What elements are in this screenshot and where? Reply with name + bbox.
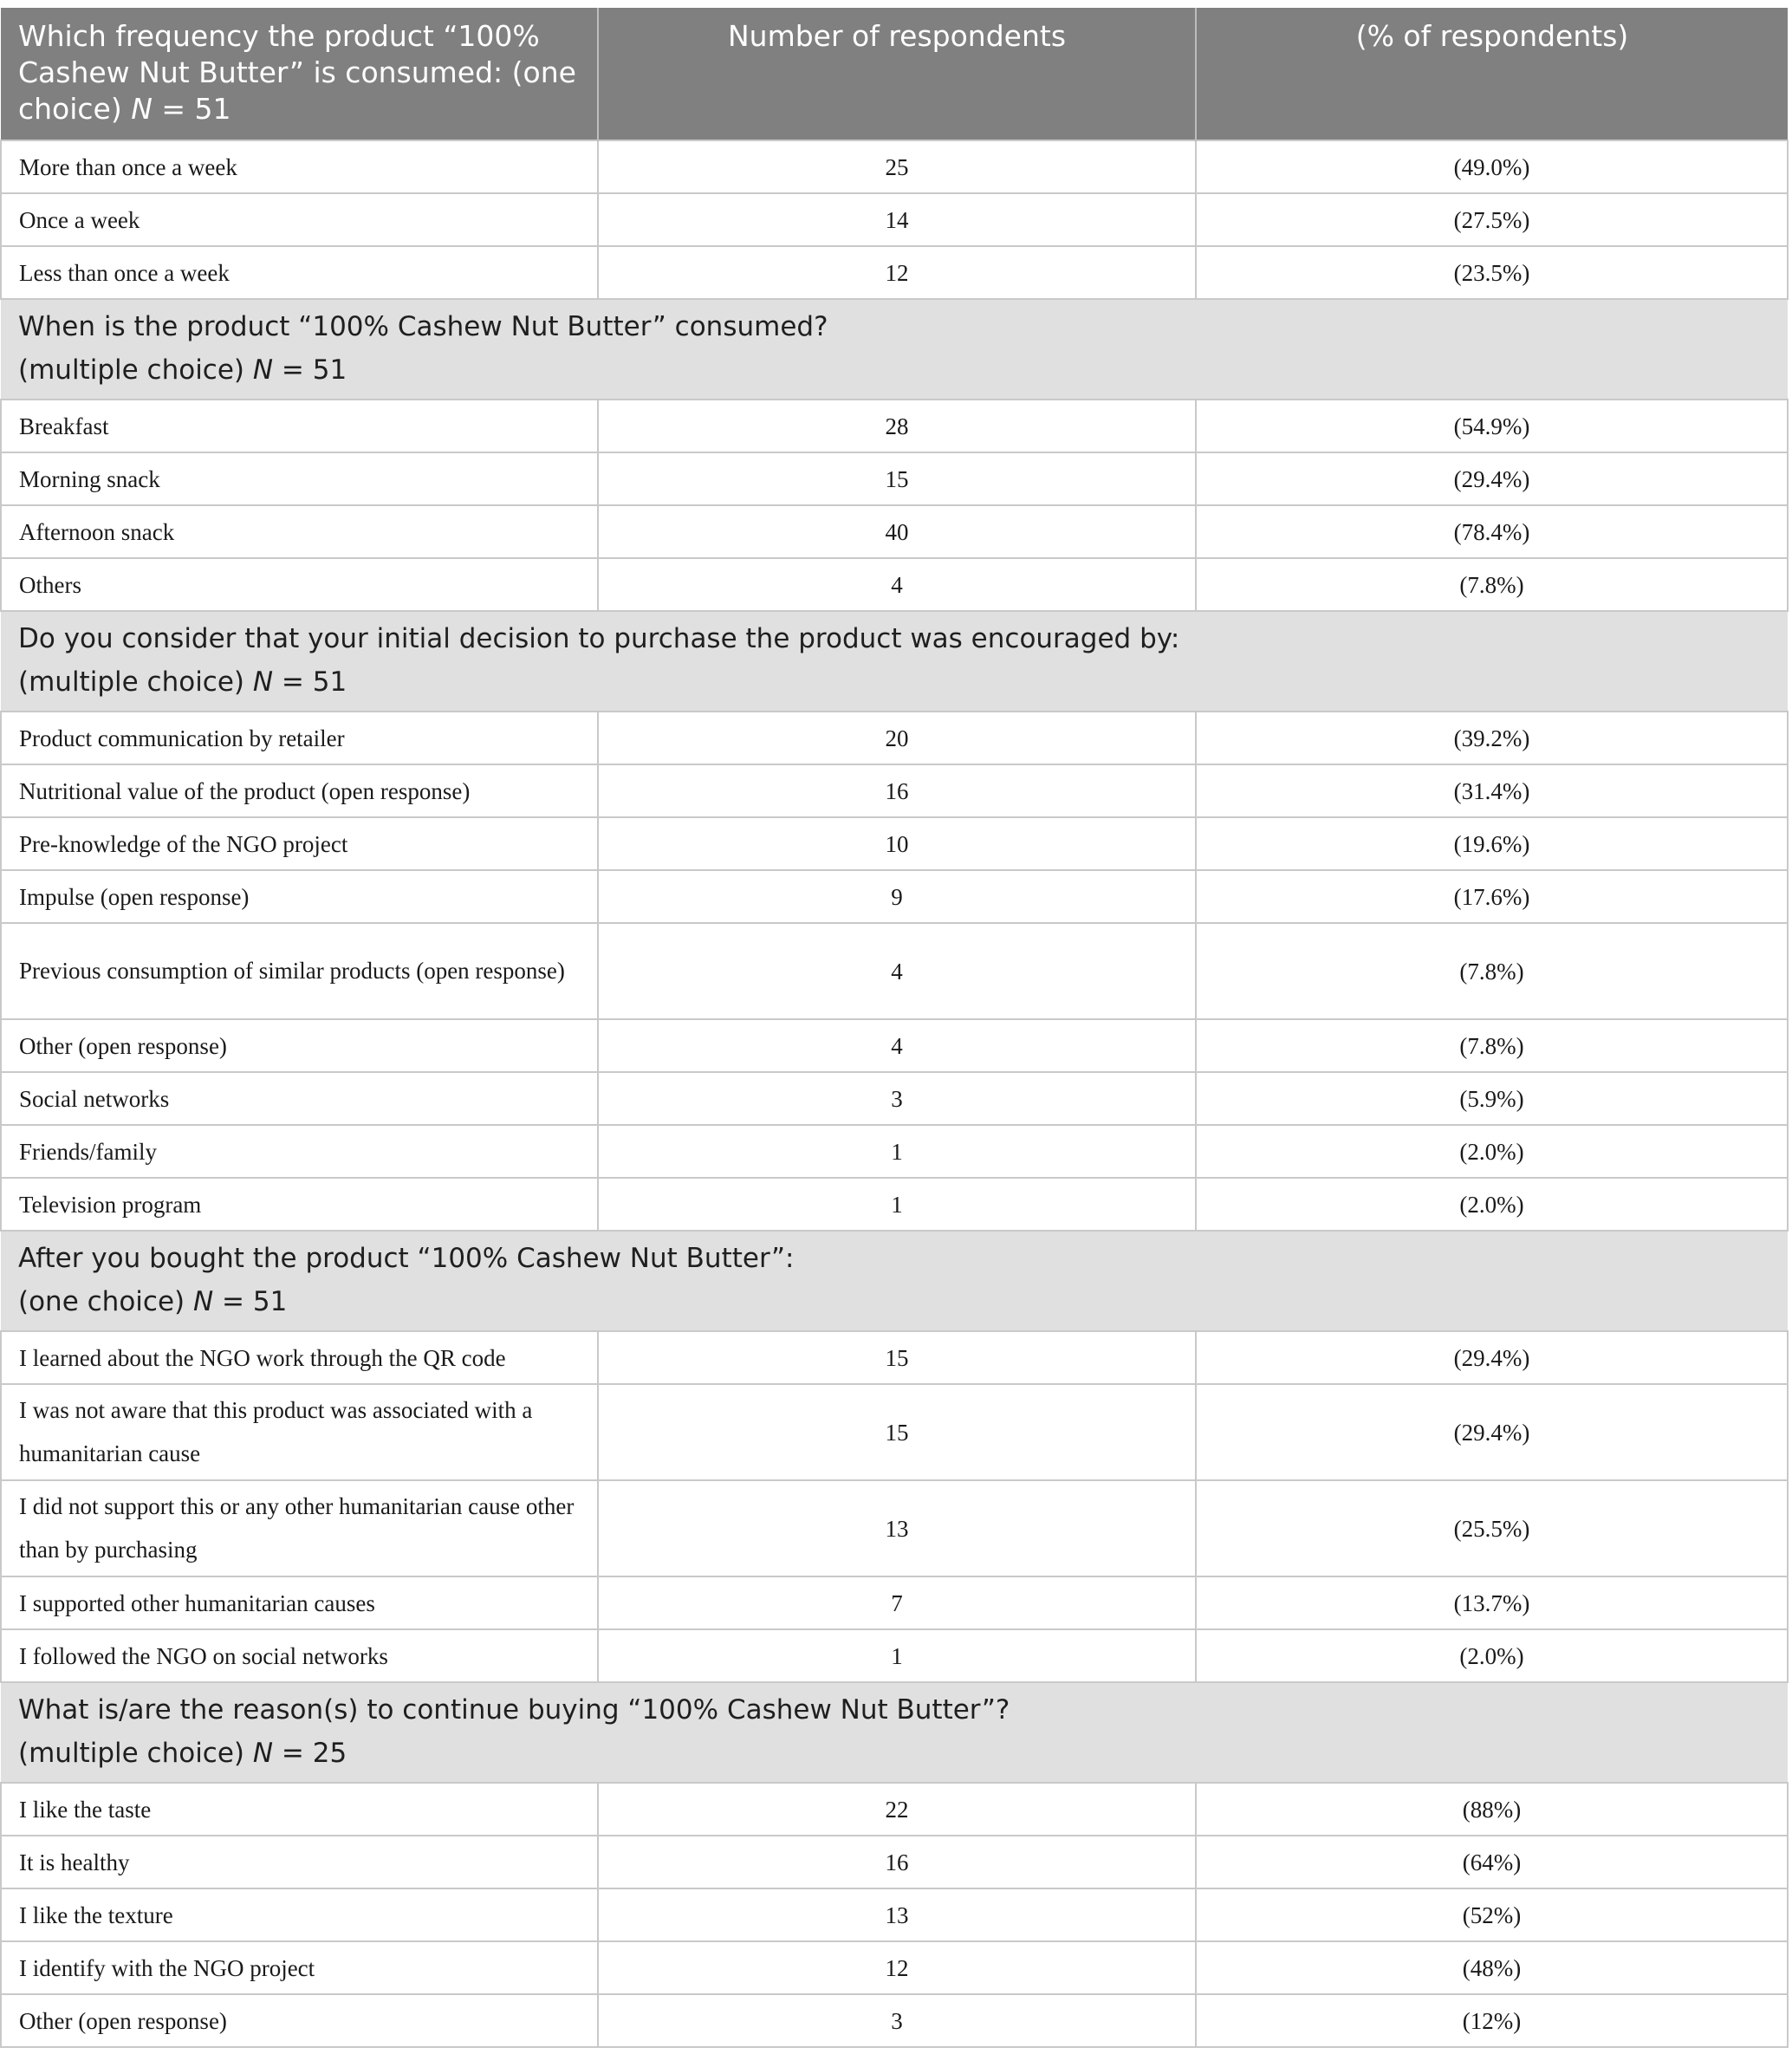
row-percent: (52%) bbox=[1196, 1888, 1788, 1941]
row-count: 1 bbox=[598, 1178, 1196, 1231]
row-label: Impulse (open response) bbox=[1, 870, 598, 923]
section-title: Do you consider that your initial decision to purchase the product was encouraged by: bbox=[18, 623, 1180, 654]
row-label: More than once a week bbox=[1, 140, 598, 193]
table-row bbox=[1, 764, 1788, 817]
section-question bbox=[1, 1231, 1788, 1331]
row-percent: (12%) bbox=[1196, 1994, 1788, 2047]
row-count: 14 bbox=[598, 193, 1196, 246]
section-choice-type: (multiple choice) bbox=[18, 666, 253, 698]
row-label: I like the taste bbox=[1, 1783, 598, 1836]
row-percent: (7.8%) bbox=[1196, 558, 1788, 611]
row-percent: (17.6%) bbox=[1196, 870, 1788, 923]
section-n-value: = 51 bbox=[213, 1286, 288, 1317]
section-question bbox=[1, 611, 1788, 712]
table-body bbox=[1, 140, 1788, 2047]
table-row bbox=[1, 1178, 1788, 1231]
row-count: 3 bbox=[598, 1072, 1196, 1125]
row-percent: (31.4%) bbox=[1196, 764, 1788, 817]
survey-table-container bbox=[0, 8, 1787, 2048]
header-percent: (% of respondents) bbox=[1196, 8, 1788, 140]
table-row bbox=[1, 1783, 1788, 1836]
table-row bbox=[1, 400, 1788, 452]
section-header-row bbox=[1, 1231, 1788, 1331]
row-label: I identify with the NGO project bbox=[1, 1941, 598, 1994]
row-count: 20 bbox=[598, 712, 1196, 764]
row-count: 22 bbox=[598, 1783, 1196, 1836]
table-row bbox=[1, 1629, 1788, 1682]
section-subtitle bbox=[18, 1732, 1770, 1775]
header-row bbox=[1, 8, 1788, 140]
section-header-row bbox=[1, 299, 1788, 400]
section-choice-type: (one choice) bbox=[18, 1286, 193, 1317]
header-count: Number of respondents bbox=[598, 8, 1196, 140]
row-count: 15 bbox=[598, 1331, 1196, 1384]
section-n-value: = 25 bbox=[273, 1738, 347, 1769]
row-count: 16 bbox=[598, 1836, 1196, 1888]
section-n-value: = 51 bbox=[273, 354, 347, 386]
section-n-symbol: N bbox=[192, 1286, 214, 1317]
row-count: 10 bbox=[598, 817, 1196, 870]
row-count: 12 bbox=[598, 1941, 1196, 1994]
row-label: Other (open response) bbox=[1, 1994, 598, 2047]
row-percent: (39.2%) bbox=[1196, 712, 1788, 764]
row-percent: (54.9%) bbox=[1196, 400, 1788, 452]
row-percent: (5.9%) bbox=[1196, 1072, 1788, 1125]
table-row bbox=[1, 1019, 1788, 1072]
section-choice-type: (multiple choice) bbox=[18, 354, 253, 386]
section-subtitle bbox=[18, 348, 1770, 392]
row-count: 4 bbox=[598, 923, 1196, 1019]
survey-results-table bbox=[0, 8, 1789, 2048]
section-title: After you bought the product “100% Cashew Nut Butter”: bbox=[18, 1243, 795, 1274]
row-label: I did not support this or any other humanitarian cause other than by purchasing bbox=[1, 1480, 598, 1576]
table-row bbox=[1, 246, 1788, 299]
row-count: 3 bbox=[598, 1994, 1196, 2047]
row-label: I was not aware that this product was associated with a humanitarian cause bbox=[1, 1384, 598, 1480]
row-percent: (29.4%) bbox=[1196, 1384, 1788, 1480]
table-row bbox=[1, 1072, 1788, 1125]
table-row bbox=[1, 1888, 1788, 1941]
row-label: I supported other humanitarian causes bbox=[1, 1576, 598, 1629]
row-count: 12 bbox=[598, 246, 1196, 299]
section-question bbox=[1, 299, 1788, 400]
row-percent: (25.5%) bbox=[1196, 1480, 1788, 1576]
row-label: Less than once a week bbox=[1, 246, 598, 299]
section-title: What is/are the reason(s) to continue buying “100% Cashew Nut Butter”? bbox=[18, 1694, 1010, 1726]
row-count: 4 bbox=[598, 558, 1196, 611]
section-choice-type: (multiple choice) bbox=[18, 1738, 253, 1769]
section-title: When is the product “100% Cashew Nut Butter” consumed? bbox=[18, 311, 828, 342]
table-row bbox=[1, 817, 1788, 870]
row-percent: (29.4%) bbox=[1196, 1331, 1788, 1384]
row-percent: (64%) bbox=[1196, 1836, 1788, 1888]
row-count: 15 bbox=[598, 452, 1196, 505]
row-label: Morning snack bbox=[1, 452, 598, 505]
row-label: Other (open response) bbox=[1, 1019, 598, 1072]
table-row bbox=[1, 1125, 1788, 1178]
table-row bbox=[1, 712, 1788, 764]
row-count: 13 bbox=[598, 1480, 1196, 1576]
section-header-row bbox=[1, 1682, 1788, 1783]
section-subtitle bbox=[18, 660, 1770, 704]
table-row bbox=[1, 1480, 1788, 1576]
row-percent: (49.0%) bbox=[1196, 140, 1788, 193]
row-percent: (13.7%) bbox=[1196, 1576, 1788, 1629]
table-row bbox=[1, 193, 1788, 246]
row-count: 28 bbox=[598, 400, 1196, 452]
table-row bbox=[1, 140, 1788, 193]
table-row bbox=[1, 870, 1788, 923]
row-count: 1 bbox=[598, 1629, 1196, 1682]
table-row bbox=[1, 1836, 1788, 1888]
table-row bbox=[1, 1576, 1788, 1629]
section-n-symbol: N bbox=[252, 1738, 274, 1769]
row-count: 4 bbox=[598, 1019, 1196, 1072]
row-label: Friends/family bbox=[1, 1125, 598, 1178]
row-count: 13 bbox=[598, 1888, 1196, 1941]
row-percent: (2.0%) bbox=[1196, 1629, 1788, 1682]
table-row bbox=[1, 1384, 1788, 1480]
row-label: Television program bbox=[1, 1178, 598, 1231]
row-count: 40 bbox=[598, 505, 1196, 558]
row-label: Product communication by retailer bbox=[1, 712, 598, 764]
row-label: Afternoon snack bbox=[1, 505, 598, 558]
table-row bbox=[1, 1331, 1788, 1384]
row-count: 15 bbox=[598, 1384, 1196, 1480]
table-row bbox=[1, 1941, 1788, 1994]
row-percent: (7.8%) bbox=[1196, 1019, 1788, 1072]
row-percent: (19.6%) bbox=[1196, 817, 1788, 870]
row-label: Social networks bbox=[1, 1072, 598, 1125]
header-n-symbol: N bbox=[131, 92, 153, 126]
row-percent: (2.0%) bbox=[1196, 1178, 1788, 1231]
table-row bbox=[1, 452, 1788, 505]
section-n-value: = 51 bbox=[273, 666, 347, 698]
row-label: I like the texture bbox=[1, 1888, 598, 1941]
row-percent: (27.5%) bbox=[1196, 193, 1788, 246]
row-count: 1 bbox=[598, 1125, 1196, 1178]
row-label: It is healthy bbox=[1, 1836, 598, 1888]
section-header-row bbox=[1, 611, 1788, 712]
row-label: Pre-knowledge of the NGO project bbox=[1, 817, 598, 870]
table-row bbox=[1, 923, 1788, 1019]
table-row bbox=[1, 1994, 1788, 2047]
row-percent: (48%) bbox=[1196, 1941, 1788, 1994]
row-label: I followed the NGO on social networks bbox=[1, 1629, 598, 1682]
header-question-text: Which frequency the product “100% Cashew Nut Butter” is consumed: (one choice) bbox=[18, 19, 576, 126]
section-n-symbol: N bbox=[252, 666, 274, 698]
row-percent: (88%) bbox=[1196, 1783, 1788, 1836]
row-percent: (23.5%) bbox=[1196, 246, 1788, 299]
row-percent: (29.4%) bbox=[1196, 452, 1788, 505]
row-label: Others bbox=[1, 558, 598, 611]
row-count: 16 bbox=[598, 764, 1196, 817]
row-percent: (2.0%) bbox=[1196, 1125, 1788, 1178]
row-label: Nutritional value of the product (open response) bbox=[1, 764, 598, 817]
row-label: Previous consumption of similar products (open response) bbox=[1, 923, 598, 1019]
row-count: 9 bbox=[598, 870, 1196, 923]
header-n-value: = 51 bbox=[152, 92, 231, 126]
table-header bbox=[1, 8, 1788, 140]
section-subtitle bbox=[18, 1280, 1770, 1323]
section-n-symbol: N bbox=[252, 354, 274, 386]
row-label: Breakfast bbox=[1, 400, 598, 452]
row-label: I learned about the NGO work through the QR code bbox=[1, 1331, 598, 1384]
header-question bbox=[1, 8, 598, 140]
table-row bbox=[1, 505, 1788, 558]
row-count: 25 bbox=[598, 140, 1196, 193]
table-row bbox=[1, 558, 1788, 611]
row-percent: (78.4%) bbox=[1196, 505, 1788, 558]
row-count: 7 bbox=[598, 1576, 1196, 1629]
row-percent: (7.8%) bbox=[1196, 923, 1788, 1019]
section-question bbox=[1, 1682, 1788, 1783]
row-label: Once a week bbox=[1, 193, 598, 246]
